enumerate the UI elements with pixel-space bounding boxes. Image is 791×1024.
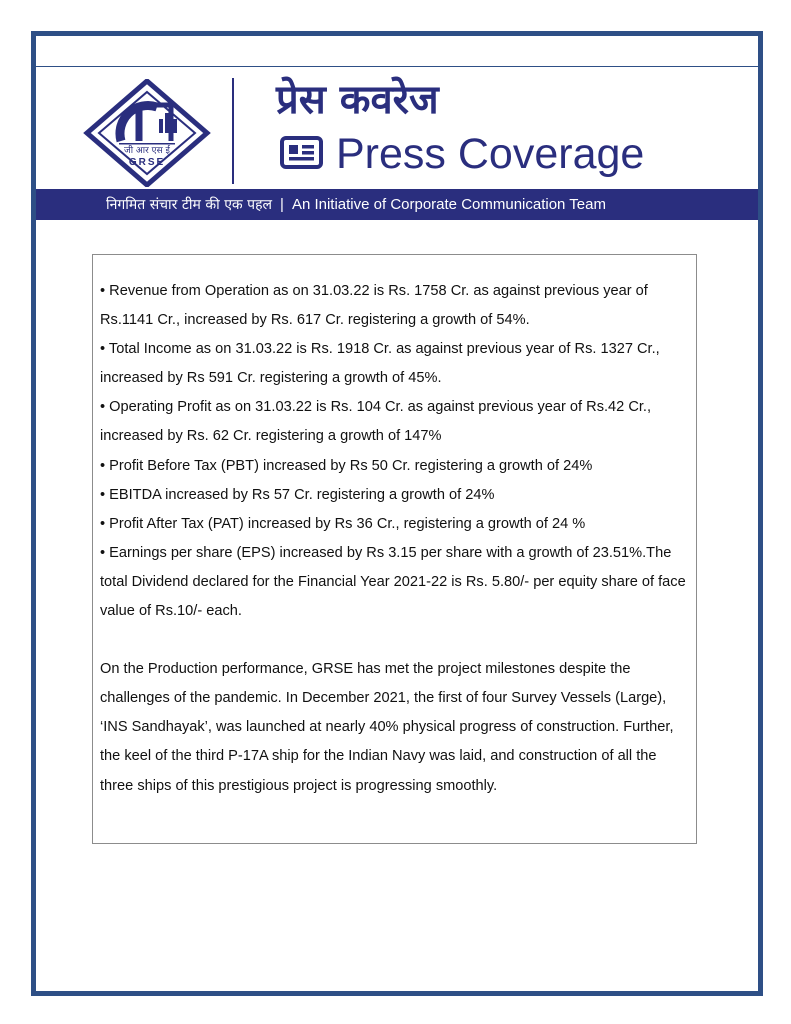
article-body [100, 277, 692, 801]
article-box [92, 254, 697, 844]
bullet-pbt: • Profit Before Tax (PBT) increased by Rs 50 Cr. registering a growth of 24% [100, 457, 593, 474]
logo-text: GRSE [128, 157, 166, 168]
header-divider [232, 78, 234, 184]
grse-logo [81, 79, 213, 187]
page-frame [31, 31, 763, 996]
title-english: Press Coverage [336, 130, 645, 178]
bullet-revenue: • Revenue from Operation as on 31.03.22 is Rs. 1758 Cr. as against previous year of Rs.1141 Cr., increased by Rs. 617 Cr. registering a growth of 54%. [100, 283, 648, 329]
bullet-operating-profit: • Operating Profit as on 31.03.22 is Rs. 104 Cr. as against previous year of Rs.42 Cr., increased by Rs. 62 Cr. registering a growth of 147% [100, 399, 652, 445]
bullet-pat: • Profit After Tax (PAT) increased by Rs 36 Cr., registering a growth of 24 % [100, 515, 586, 532]
production-paragraph: On the Production performance, GRSE has met the project milestones despite the challenges of the pandemic. In December 2021, the first of four Survey Vessels (Large), ‘INS Sandhayak’, was launched at nearly 40% physical progress of construction. Further, the keel of the third P-17A ship for the Indian Navy was laid, and construction of all the three ships of this prestigious project is progressing smoothly. [100, 661, 674, 794]
tagline-english: An Initiative of Corporate Communication Team [291, 196, 606, 213]
tagline-hindi: निगमित संचार टीम की एक पहल [106, 197, 273, 213]
bullet-eps-dividend: • Earnings per share (EPS) increased by Rs 3.15 per share with a growth of 23.51%.The total Dividend declared for the Financial Year 2021-22 is Rs. 5.80/- per equity share of face value of Rs.10/- each. [100, 544, 686, 620]
newspaper-icon [280, 136, 323, 169]
title-hindi: प्रेस कवरेज [276, 77, 439, 123]
bullet-ebitda: • EBITDA increased by Rs 57 Cr. registering a growth of 24% [100, 486, 495, 503]
tagline-bar [36, 189, 758, 220]
logo-hindi-text: जी आर एस ई [124, 146, 170, 156]
tagline-separator: | [280, 196, 284, 213]
top-rule [36, 66, 758, 67]
bullet-total-income: • Total Income as on 31.03.22 is Rs. 1918 Cr. as against previous year of Rs. 1327 Cr., increased by Rs 591 Cr. registering a growth of 45%. [100, 341, 660, 387]
